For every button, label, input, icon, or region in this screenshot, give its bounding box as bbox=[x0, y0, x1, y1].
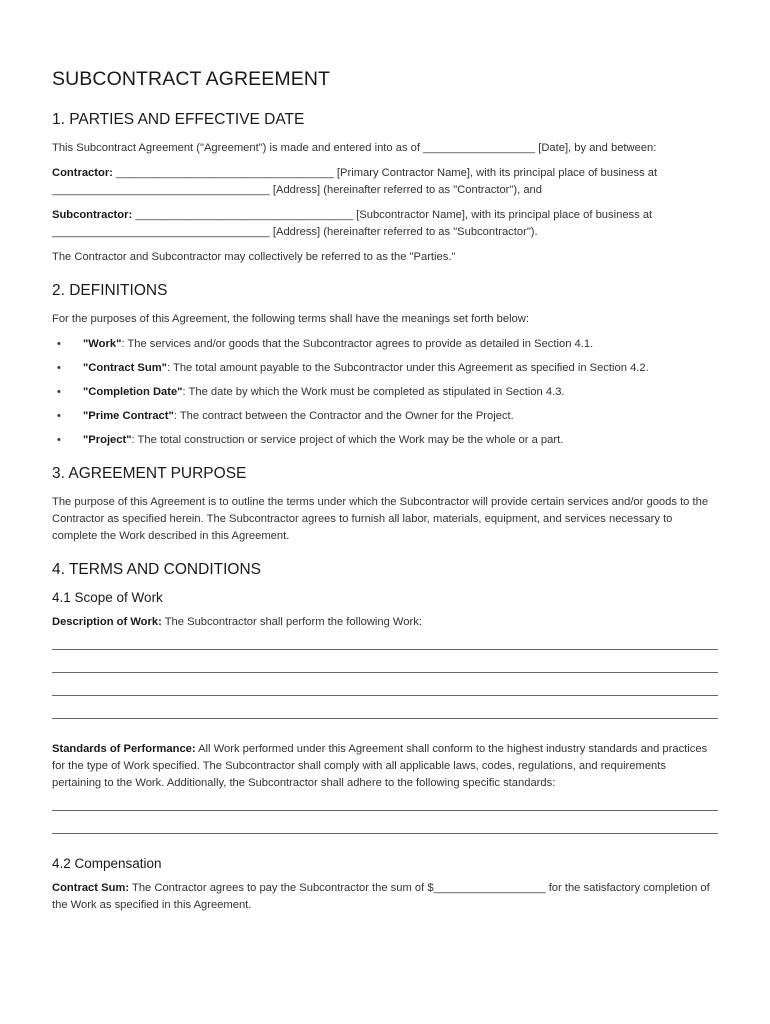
standards-text: All Work performed under this Agreement shall conform to the highest industry standards and practices for the type of Work specified. The Subcontractor shall comply with all applicable laws, codes, regulations, and requirements pertaining to the Work. Additionally, the Subcontractor shall adhere to the following specific standards: bbox=[52, 743, 708, 789]
definitions-list bbox=[52, 336, 718, 449]
fill-in-line bbox=[52, 695, 718, 696]
contract-sum-text: The Contractor agrees to pay the Subcontractor the sum of $__________________ for the satisfactory completion of the Work as specified in this Agreement. bbox=[52, 882, 710, 911]
fill-in-line bbox=[52, 718, 718, 719]
definition-text: : The total construction or service project of which the Work may be the whole or a part. bbox=[131, 434, 564, 446]
section-1-heading: 1. PARTIES AND EFFECTIVE DATE bbox=[52, 111, 305, 128]
section-1-intro: This Subcontract Agreement ("Agreement") is made and entered into as of __________________ [Date], by and between: bbox=[52, 142, 657, 154]
definition-text: : The total amount payable to the Subcontractor under this Agreement as specified in Section 4.2. bbox=[166, 362, 649, 374]
standards-lines bbox=[52, 810, 718, 834]
fill-in-line bbox=[52, 672, 718, 673]
standards-paragraph bbox=[52, 741, 718, 792]
section-4-1-heading: 4.1 Scope of Work bbox=[52, 590, 163, 605]
description-label: Description of Work: bbox=[52, 616, 162, 628]
list-item bbox=[52, 408, 718, 425]
list-item bbox=[52, 360, 718, 377]
section-2-heading: 2. DEFINITIONS bbox=[52, 282, 168, 299]
subcontractor-text: ___________________________________ [Subcontractor Name], with its principal place of business at ___________________________________ [Address] (hereinafter referred to as "Subcontractor"). bbox=[52, 209, 653, 238]
section-4-2-heading: 4.2 Compensation bbox=[52, 856, 162, 871]
section-3-heading: 3. AGREEMENT PURPOSE bbox=[52, 465, 247, 482]
section-4-heading: 4. TERMS AND CONDITIONS bbox=[52, 561, 261, 578]
definition-text: : The services and/or goods that the Subcontractor agrees to provide as detailed in Section 4.1. bbox=[121, 338, 594, 350]
work-description-lines bbox=[52, 649, 718, 719]
fill-in-line bbox=[52, 833, 718, 834]
description-text: The Subcontractor shall perform the following Work: bbox=[161, 616, 422, 628]
standards-label: Standards of Performance: bbox=[52, 743, 196, 755]
definition-term: "Contract Sum" bbox=[83, 362, 167, 374]
contract-sum-label: Contract Sum: bbox=[52, 882, 130, 894]
contractor-text: ___________________________________ [Primary Contractor Name], with its principal place of business at ___________________________________ [Address] (hereinafter referred to as "Contractor"), and bbox=[52, 167, 658, 196]
bullet-icon: • bbox=[57, 386, 61, 398]
list-item bbox=[52, 336, 718, 353]
description-paragraph bbox=[52, 614, 718, 631]
definition-term: "Project" bbox=[83, 434, 132, 446]
document-title: SUBCONTRACT AGREEMENT bbox=[52, 68, 331, 90]
section-3-text: The purpose of this Agreement is to outline the terms under which the Subcontractor will provide certain services and/or goods to the Contractor as specified herein. The Subcontractor agrees to furnish all labor, materials, equipment, and services necessary to complete the Work described in this Agreement. bbox=[52, 496, 709, 542]
document-content bbox=[52, 68, 718, 922]
bullet-icon: • bbox=[57, 410, 61, 422]
definition-term: "Prime Contract" bbox=[83, 410, 174, 422]
contract-sum-paragraph bbox=[52, 880, 718, 914]
definition-term: "Completion Date" bbox=[83, 386, 183, 398]
bullet-icon: • bbox=[57, 362, 61, 374]
fill-in-line bbox=[52, 810, 718, 811]
definition-term: "Work" bbox=[83, 338, 122, 350]
bullet-icon: • bbox=[57, 434, 61, 446]
contractor-paragraph bbox=[52, 165, 718, 199]
section-2-intro: For the purposes of this Agreement, the following terms shall have the meanings set forth below: bbox=[52, 313, 529, 325]
parties-paragraph: The Contractor and Subcontractor may collectively be referred to as the "Parties." bbox=[52, 251, 456, 263]
subcontractor-label: Subcontractor: bbox=[52, 209, 133, 221]
contractor-label: Contractor: bbox=[52, 167, 113, 179]
list-item bbox=[52, 384, 718, 401]
definition-text: : The date by which the Work must be completed as stipulated in Section 4.3. bbox=[182, 386, 565, 398]
definition-text: : The contract between the Contractor and the Owner for the Project. bbox=[173, 410, 514, 422]
bullet-icon: • bbox=[57, 338, 61, 350]
subcontractor-paragraph bbox=[52, 207, 718, 241]
list-item bbox=[52, 432, 718, 449]
fill-in-line bbox=[52, 649, 718, 650]
